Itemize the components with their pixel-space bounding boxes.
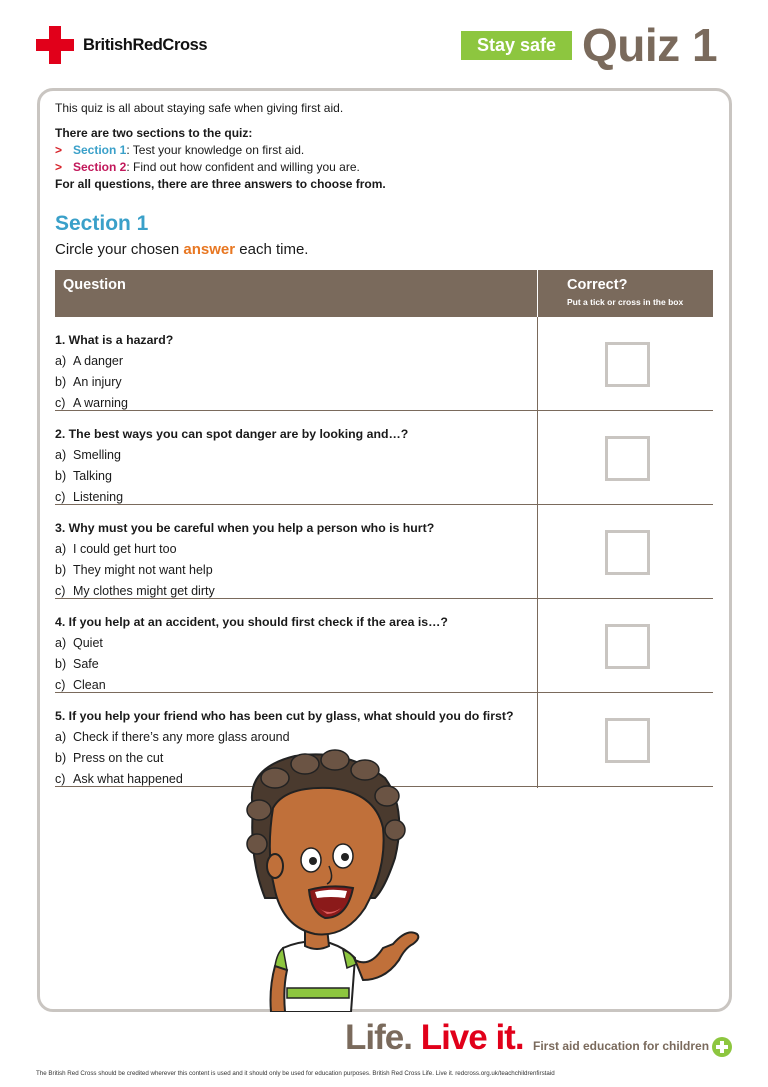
tick-box[interactable] xyxy=(605,718,650,763)
answer-option[interactable]: b) They might not want help xyxy=(55,563,213,577)
section1-label: Section 1 xyxy=(73,143,127,157)
bullet-marker: > xyxy=(55,143,63,157)
disclaimer: The British Red Cross should be credited wherever this content is used and it should only be used for education purposes. British Red Cross Life. Live it. redcross.org.uk/teachchildrenfirstaid xyxy=(36,1070,555,1077)
bullet-marker: > xyxy=(55,160,63,174)
sections-heading: There are two sections to the quiz: xyxy=(55,126,253,140)
correct-column-header: Correct? xyxy=(567,277,628,293)
question-column-header: Question xyxy=(63,277,126,293)
answer-option[interactable]: a) A danger xyxy=(55,354,124,368)
answers-note: For all questions, there are three answers to choose from. xyxy=(55,177,386,191)
question-text: 2. The best ways you can spot danger are by looking and…? xyxy=(55,427,409,441)
answer-option[interactable]: c) Listening xyxy=(55,490,124,504)
tick-box[interactable] xyxy=(605,624,650,669)
table-row xyxy=(55,505,713,599)
brand-name: BritishRedCross xyxy=(83,35,208,54)
answer-option[interactable]: c) Ask what happened xyxy=(55,772,183,786)
page-title: Quiz 1 xyxy=(582,19,718,71)
red-cross-icon xyxy=(36,26,74,64)
tick-box[interactable] xyxy=(605,530,650,575)
footer-slogan: Life. Live it. xyxy=(345,1018,524,1057)
section-title: Section 1 xyxy=(55,212,149,235)
answer-option[interactable]: b) An injury xyxy=(55,375,122,389)
answer-option[interactable]: b) Press on the cut xyxy=(55,751,164,765)
section2-bullet xyxy=(55,159,695,176)
answer-option[interactable]: b) Talking xyxy=(55,469,112,483)
table-row xyxy=(55,599,713,693)
question-text: 3. Why must you be careful when you help a person who is hurt? xyxy=(55,521,435,535)
section2-text: : Find out how confident and willing you are. xyxy=(126,160,360,174)
tick-box[interactable] xyxy=(605,342,650,387)
question-text: 1. What is a hazard? xyxy=(55,333,174,347)
footer-tagline: First aid education for children xyxy=(533,1039,710,1053)
answer-option[interactable]: c) My clothes might get dirty xyxy=(55,584,215,598)
intro-block xyxy=(55,100,695,193)
plus-icon xyxy=(712,1037,732,1057)
answer-option[interactable]: a) I could get hurt too xyxy=(55,542,177,556)
section2-label: Section 2 xyxy=(73,160,127,174)
instruction: Circle your chosen answer each time. xyxy=(55,241,309,258)
correct-column-subheader: Put a tick or cross in the box xyxy=(567,297,684,307)
answer-highlight: answer xyxy=(183,241,236,258)
stay-safe-badge: Stay safe xyxy=(461,31,572,60)
table-row xyxy=(55,317,713,411)
answer-option[interactable]: a) Check if there’s any more glass around xyxy=(55,730,290,744)
british-red-cross-logo xyxy=(36,26,207,64)
answer-option[interactable]: c) Clean xyxy=(55,678,106,692)
question-text: 5. If you help your friend who has been cut by glass, what should you do first? xyxy=(55,709,514,723)
table-header xyxy=(55,270,713,317)
answer-option[interactable]: a) Smelling xyxy=(55,448,121,462)
girl-illustration xyxy=(235,748,430,1012)
intro-line: This quiz is all about staying safe when giving first aid. xyxy=(55,101,344,115)
section1-bullet xyxy=(55,142,695,159)
section1-text: : Test your knowledge on first aid. xyxy=(126,143,305,157)
tick-box[interactable] xyxy=(605,436,650,481)
answer-option[interactable]: c) A warning xyxy=(55,396,128,410)
answer-option[interactable]: b) Safe xyxy=(55,657,99,671)
question-text: 4. If you help at an accident, you should first check if the area is…? xyxy=(55,615,448,629)
answer-option[interactable]: a) Quiet xyxy=(55,636,103,650)
table-row xyxy=(55,411,713,505)
